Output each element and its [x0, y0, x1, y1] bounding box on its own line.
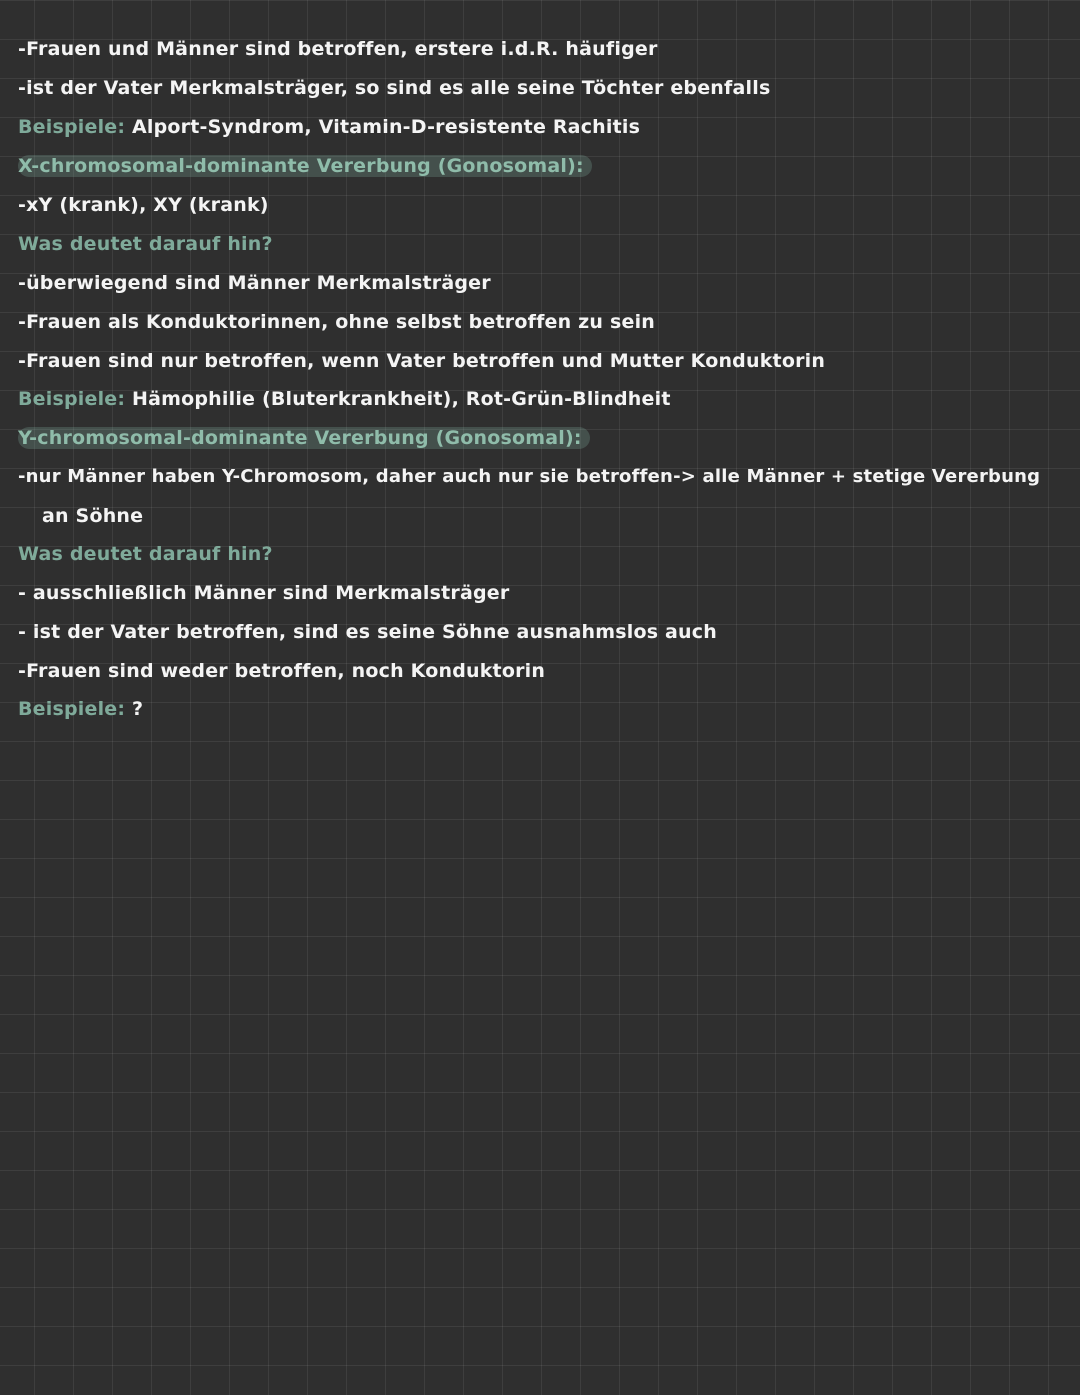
note-line: -Frauen und Männer sind betroffen, erstere i.d.R. häufiger: [18, 38, 658, 60]
note-line: -Frauen als Konduktorinnen, ohne selbst betroffen zu sein: [18, 311, 656, 333]
example-line: [18, 696, 143, 722]
note-line: -nur Männer haben Y-Chromosom, daher auch nur sie betroffen-> alle Männer + stetige Vererbung: [18, 466, 1041, 487]
section-heading-text: Y-chromosomal-dominante Vererbung (Gonosomal):: [18, 427, 590, 449]
example-label: Beispiele:: [18, 116, 126, 138]
example-text: Hämophilie (Bluterkrankheit), Rot-Grün-Blindheit: [125, 388, 671, 410]
example-line: [18, 386, 671, 412]
example-label: Beispiele:: [18, 388, 126, 410]
note-line: -ist der Vater Merkmalsträger, so sind es alle seine Töchter ebenfalls: [18, 77, 771, 99]
note-line: - ausschließlich Männer sind Merkmalsträger: [18, 582, 510, 604]
section-heading: [18, 425, 590, 451]
example-text: Alport-Syndrom, Vitamin-D-resistente Rachitis: [125, 116, 641, 138]
example-text: ?: [125, 698, 144, 720]
note-line: -Frauen sind nur betroffen, wenn Vater betroffen und Mutter Konduktorin: [18, 350, 826, 372]
note-line: - ist der Vater betroffen, sind es seine Söhne ausnahmslos auch: [18, 621, 717, 643]
note-line: -Frauen sind weder betroffen, noch Konduktorin: [18, 660, 546, 682]
note-line: -xY (krank), XY (krank): [18, 194, 269, 216]
note-line: -überwiegend sind Männer Merkmalsträger: [18, 272, 491, 294]
question-line: Was deutet darauf hin?: [18, 233, 273, 255]
section-heading: [18, 153, 592, 179]
section-heading-text: X-chromosomal-dominante Vererbung (Gonosomal):: [18, 155, 592, 177]
note-line: an Söhne: [42, 505, 144, 527]
example-line: [18, 114, 640, 140]
example-label: Beispiele:: [18, 698, 126, 720]
question-line: Was deutet darauf hin?: [18, 543, 273, 565]
